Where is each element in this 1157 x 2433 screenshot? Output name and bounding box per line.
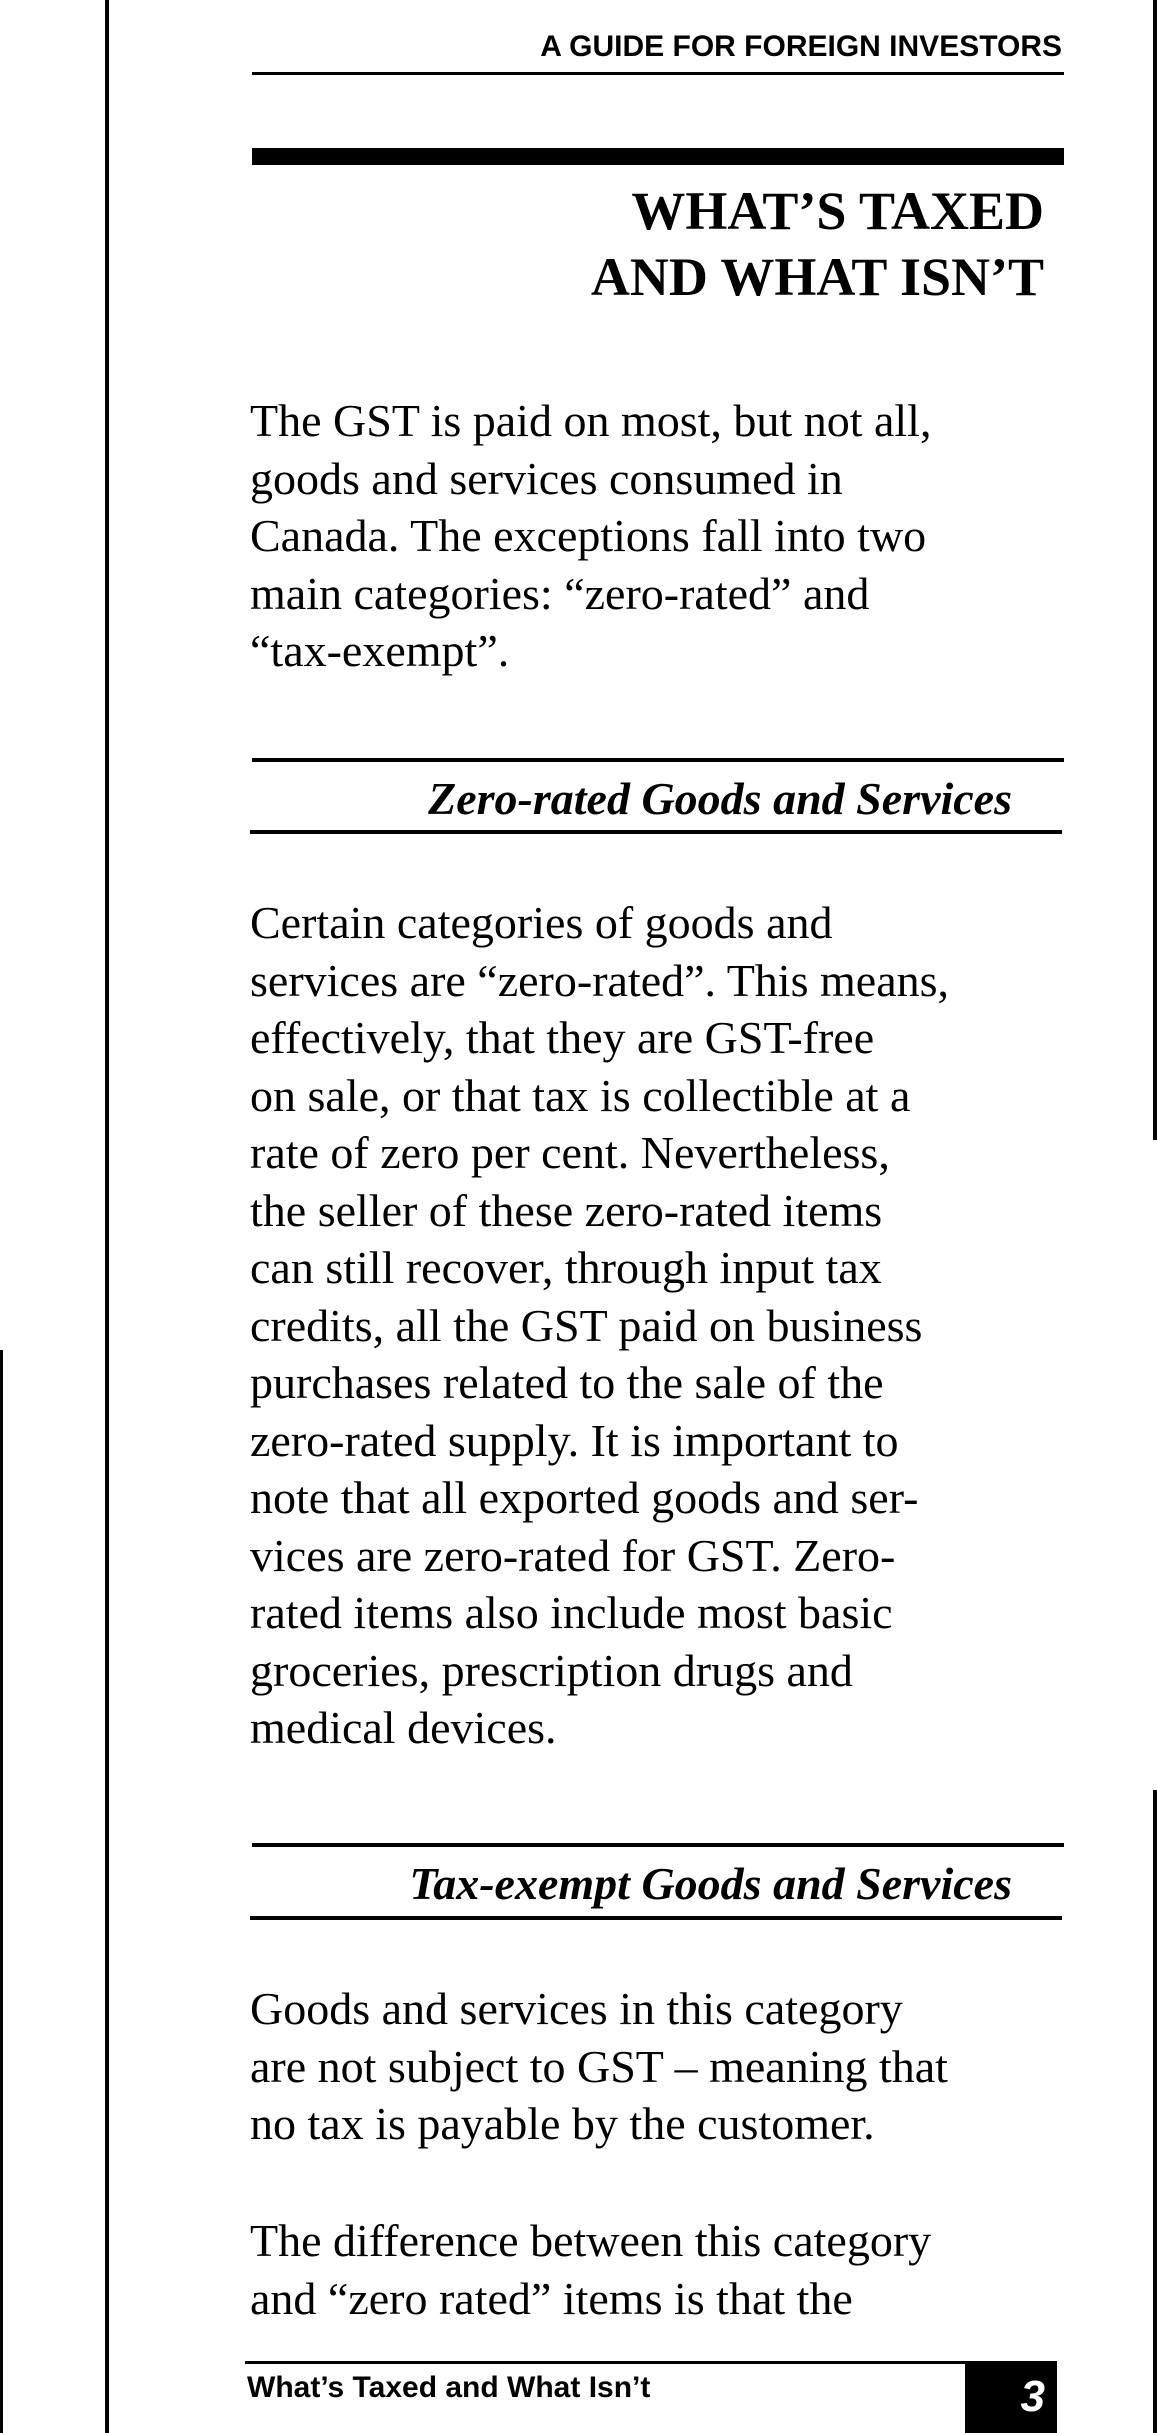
zero-rated-line: can still recover, through input tax bbox=[250, 1242, 882, 1293]
footer-rule bbox=[245, 2361, 965, 2364]
page-title bbox=[252, 178, 1044, 310]
tax-exempt-rule-top bbox=[252, 1843, 1064, 1847]
tax-exempt-paragraph-1 bbox=[250, 1980, 1070, 2153]
running-head: A GUIDE FOR FOREIGN INVESTORS bbox=[540, 30, 1062, 63]
page-edge-right-top bbox=[1153, 0, 1157, 1140]
zero-rated-line: on sale, or that tax is collectible at a bbox=[250, 1069, 911, 1121]
zero-rated-line: purchases related to the sale of the bbox=[250, 1357, 884, 1408]
zero-rated-line: groceries, prescription drugs and bbox=[250, 1644, 853, 1696]
intro-line: The GST is paid on most, but not all, bbox=[250, 395, 932, 446]
intro-line: Canada. The exceptions fall into two bbox=[250, 510, 927, 561]
page-edge-left bbox=[105, 0, 109, 2433]
tax-exempt-line: Goods and services in this category bbox=[250, 1983, 903, 2034]
intro-paragraph bbox=[250, 392, 1070, 680]
tax-exempt-line: The difference between this category bbox=[250, 2215, 932, 2266]
zero-rated-rule-bottom bbox=[250, 830, 1062, 834]
intro-line: “tax-exempt”. bbox=[250, 625, 510, 676]
intro-line: goods and services consumed in bbox=[250, 452, 843, 504]
page-title-line-2: AND WHAT ISN’T bbox=[590, 247, 1044, 307]
page-edge-right-bottom bbox=[1153, 1790, 1157, 2433]
zero-rated-line: the seller of these zero-rated items bbox=[250, 1184, 883, 1236]
intro-line: main categories: “zero-rated” and bbox=[250, 567, 870, 619]
tax-exempt-line: and “zero rated” items is that the bbox=[250, 2272, 853, 2324]
page-edge-far-left bbox=[0, 1350, 3, 2433]
footer-section-title: What’s Taxed and What Isn’t bbox=[247, 2371, 651, 2404]
zero-rated-line: rate of zero per cent. Nevertheless, bbox=[250, 1127, 890, 1178]
zero-rated-heading: Zero-rated Goods and Services bbox=[428, 773, 1012, 824]
tax-exempt-line: no tax is payable by the customer. bbox=[250, 2098, 875, 2149]
zero-rated-line: services are “zero-rated”. This means, bbox=[250, 954, 950, 1006]
zero-rated-line: effectively, that they are GST-free bbox=[250, 1012, 875, 1063]
zero-rated-line: rated items also include most basic bbox=[250, 1587, 893, 1638]
tax-exempt-heading: Tax-exempt Goods and Services bbox=[409, 1858, 1012, 1909]
zero-rated-line: vices are zero-rated for GST. Zero- bbox=[250, 1529, 896, 1581]
tax-exempt-line: are not subject to GST – meaning that bbox=[250, 2040, 948, 2092]
zero-rated-line: zero-rated supply. It is important to bbox=[250, 1414, 899, 1466]
zero-rated-line: note that all exported goods and ser- bbox=[250, 1472, 919, 1523]
page-title-line-1: WHAT’S TAXED bbox=[631, 181, 1044, 241]
tax-exempt-paragraph-2 bbox=[250, 2212, 1070, 2327]
zero-rated-paragraph bbox=[250, 894, 1070, 1757]
tax-exempt-rule-bottom bbox=[250, 1916, 1062, 1920]
zero-rated-rule-top bbox=[252, 758, 1064, 762]
zero-rated-line: Certain categories of goods and bbox=[250, 897, 833, 948]
page-number: 3 bbox=[1020, 2372, 1045, 2421]
running-head-rule bbox=[252, 72, 1064, 75]
title-rule bbox=[252, 148, 1064, 165]
zero-rated-line: credits, all the GST paid on business bbox=[250, 1299, 923, 1351]
zero-rated-line: medical devices. bbox=[250, 1702, 557, 1753]
